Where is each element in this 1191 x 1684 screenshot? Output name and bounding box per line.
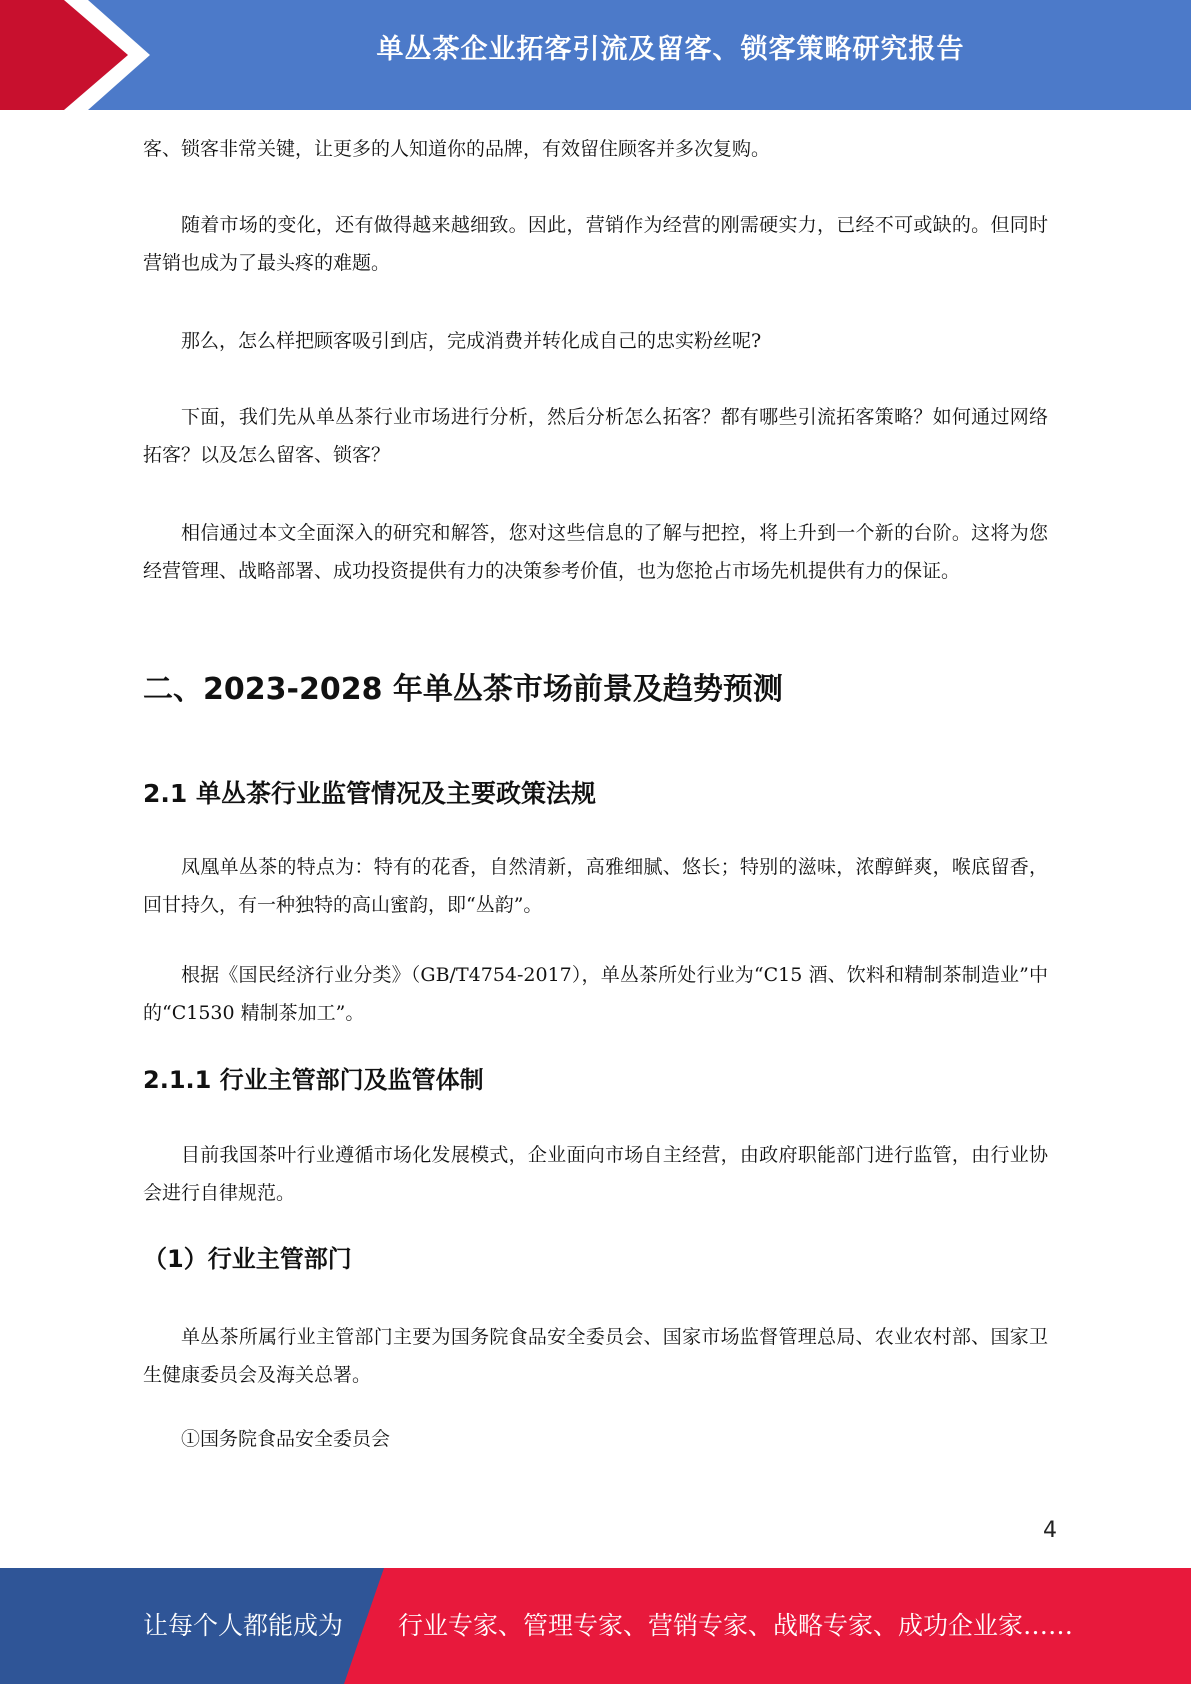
footer-bar (0, 1568, 1191, 1684)
paragraph-continued: 客、锁客非常关键，让更多的人知道你的品牌，有效留住顾客并多次复购。 (143, 138, 771, 160)
paragraph-features: 凤凰单丛茶的特点为：特有的花香，自然清新，高雅细腻、悠长；特别的滋味，浓醇鲜爽，喉底留香，回甘持久，有一种独特的高山蜜韵，即“丛韵”。 (143, 856, 1048, 916)
paragraph (143, 398, 1048, 474)
header-arrow-red (0, 0, 128, 110)
paragraph (143, 848, 1048, 924)
section-heading-wrap (143, 670, 1048, 710)
paragraph-question: 那么，怎么样把顾客吸引到店，完成消费并转化成自己的忠实粉丝呢? (181, 330, 762, 352)
subsection-heading: 2.1 单丛茶行业监管情况及主要政策法规 (143, 779, 596, 808)
footer-slogan-left: 让每个人都能成为 (143, 1611, 344, 1640)
paragraph-list-item: ①国务院食品安全委员会 (181, 1428, 391, 1450)
footer-slogan-right: 行业专家、管理专家、营销专家、战略专家、成功企业家…… (398, 1611, 1074, 1640)
paragraph (143, 956, 1048, 1032)
paragraph-departments: 单丛茶所属行业主管部门主要为国务院食品安全委员会、国家市场监督管理总局、农业农村部、国家卫生健康委员会及海关总署。 (143, 1326, 1048, 1386)
page-number: 4 (1043, 1518, 1057, 1543)
header-bar (0, 0, 1191, 110)
subsubsection-heading-wrap (143, 1063, 1048, 1097)
paragraph-outline: 下面，我们先从单丛茶行业市场进行分析，然后分析怎么拓客？都有哪些引流拓客策略？如何通过网络拓客？以及怎么留客、锁客？ (143, 406, 1048, 466)
paragraph (143, 1420, 1048, 1458)
paragraph (143, 1318, 1048, 1394)
item-heading-wrap (143, 1242, 1048, 1276)
subsubsection-heading: 2.1.1 行业主管部门及监管体制 (143, 1066, 484, 1094)
report-title: 单丛茶企业拓客引流及留客、锁客策略研究报告 (376, 34, 965, 65)
item-heading: （1）行业主管部门 (143, 1245, 352, 1273)
subsection-heading-wrap (143, 776, 1048, 812)
paragraph-market-change: 随着市场的变化，还有做得越来越细致。因此，营销作为经营的刚需硬实力，已经不可或缺的。但同时营销也成为了最头疼的难题。 (143, 214, 1048, 274)
paragraph (143, 514, 1048, 590)
header-arrow-icon (0, 0, 150, 110)
paragraph-classification: 根据《国民经济行业分类》（GB/T4754-2017），单丛茶所处行业为“C15 酒、饮料和精制茶制造业”中的“C1530 精制茶加工”。 (143, 964, 1048, 1024)
paragraph-value: 相信通过本文全面深入的研究和解答，您对这些信息的了解与把控，将上升到一个新的台阶。这将为您经营管理、战略部署、成功投资提供有力的决策参考价值，也为您抢占市场先机提供有力的保证。 (143, 522, 1048, 582)
paragraph (143, 206, 1048, 282)
paragraph (143, 322, 1048, 360)
paragraph (143, 1136, 1048, 1212)
section-heading: 二、2023-2028 年单丛茶市场前景及趋势预测 (143, 672, 783, 707)
intro-section (143, 130, 1048, 168)
paragraph-regulation: 目前我国茶叶行业遵循市场化发展模式，企业面向市场自主经营，由政府职能部门进行监管，由行业协会进行自律规范。 (143, 1144, 1048, 1204)
